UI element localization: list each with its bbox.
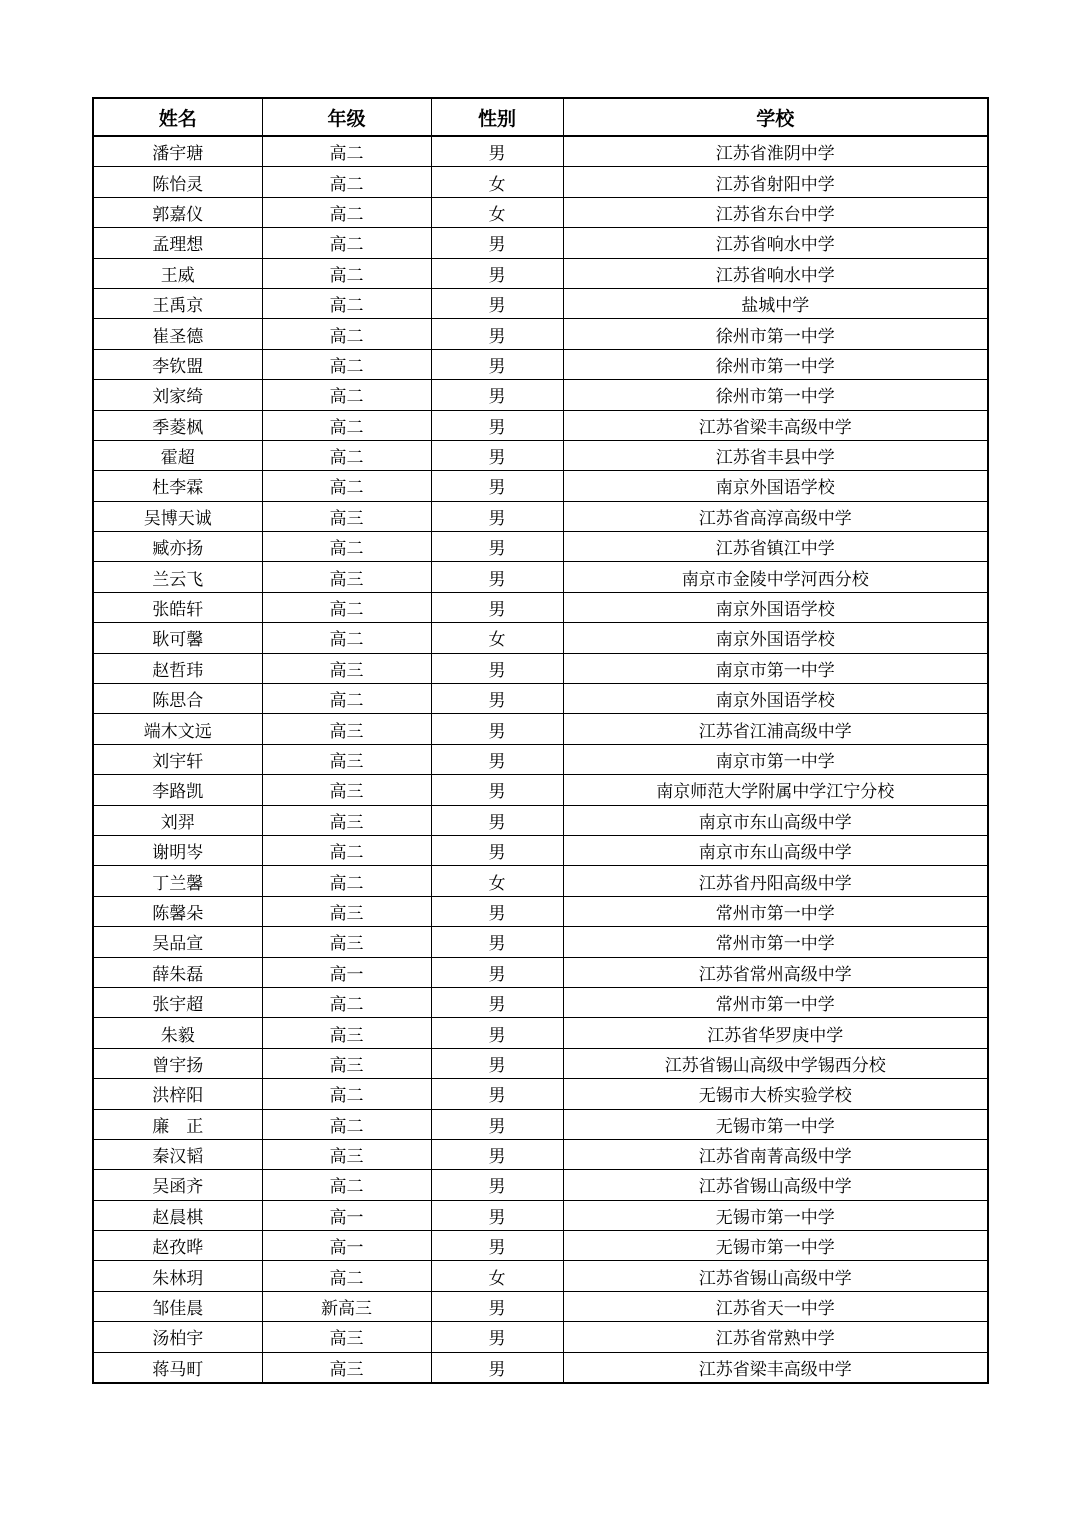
cell-gender: 男: [431, 380, 563, 410]
cell-school: 南京外国语学校: [563, 592, 988, 622]
cell-name: 吴函齐: [93, 1170, 262, 1200]
cell-school: 徐州市第一中学: [563, 319, 988, 349]
cell-name: 郭嘉仪: [93, 197, 262, 227]
cell-name: 端木文远: [93, 714, 262, 744]
cell-name: 赵哲玮: [93, 653, 262, 683]
cell-name: 曾宇扬: [93, 1048, 262, 1078]
cell-gender: 男: [431, 1322, 563, 1352]
cell-grade: 高三: [262, 653, 431, 683]
cell-grade: 高二: [262, 532, 431, 562]
header-grade: 年级: [262, 98, 431, 136]
cell-gender: 男: [431, 927, 563, 957]
cell-gender: 男: [431, 440, 563, 470]
cell-grade: 高三: [262, 1352, 431, 1383]
cell-grade: 高一: [262, 957, 431, 987]
cell-grade: 高二: [262, 410, 431, 440]
cell-name: 秦汉韬: [93, 1139, 262, 1169]
cell-grade: 高二: [262, 684, 431, 714]
table-row: [93, 987, 988, 1017]
cell-grade: 高三: [262, 1048, 431, 1078]
cell-gender: 男: [431, 1200, 563, 1230]
header-row: [93, 98, 988, 136]
cell-name: 刘家绮: [93, 380, 262, 410]
cell-grade: 高三: [262, 775, 431, 805]
cell-gender: 男: [431, 1139, 563, 1169]
cell-name: 杜李霖: [93, 471, 262, 501]
cell-gender: 男: [431, 1048, 563, 1078]
cell-school: 南京市金陵中学河西分校: [563, 562, 988, 592]
table-row: [93, 927, 988, 957]
cell-gender: 男: [431, 319, 563, 349]
cell-school: 江苏省华罗庚中学: [563, 1018, 988, 1048]
table-row: [93, 1079, 988, 1109]
cell-grade: 高三: [262, 896, 431, 926]
cell-school: 江苏省高淳高级中学: [563, 501, 988, 531]
cell-grade: 高二: [262, 866, 431, 896]
cell-gender: 男: [431, 1352, 563, 1383]
cell-grade: 高二: [262, 835, 431, 865]
cell-school: 常州市第一中学: [563, 896, 988, 926]
table-row: [93, 197, 988, 227]
cell-school: 江苏省锡山高级中学锡西分校: [563, 1048, 988, 1078]
cell-name: 张宇超: [93, 987, 262, 1017]
cell-grade: 高二: [262, 1170, 431, 1200]
cell-grade: 新高三: [262, 1291, 431, 1321]
cell-gender: 男: [431, 349, 563, 379]
cell-gender: 男: [431, 896, 563, 926]
cell-gender: 男: [431, 532, 563, 562]
cell-name: 陈思合: [93, 684, 262, 714]
cell-name: 邹佳晨: [93, 1291, 262, 1321]
cell-school: 徐州市第一中学: [563, 380, 988, 410]
table-row: [93, 866, 988, 896]
table-row: [93, 1200, 988, 1230]
cell-gender: 男: [431, 1109, 563, 1139]
table-row: [93, 835, 988, 865]
cell-gender: 女: [431, 167, 563, 197]
cell-grade: 高三: [262, 714, 431, 744]
cell-name: 赵孜晔: [93, 1231, 262, 1261]
cell-gender: 男: [431, 653, 563, 683]
cell-grade: 高三: [262, 805, 431, 835]
cell-gender: 男: [431, 744, 563, 774]
cell-school: 江苏省南菁高级中学: [563, 1139, 988, 1169]
cell-school: 常州市第一中学: [563, 927, 988, 957]
cell-name: 朱毅: [93, 1018, 262, 1048]
table-row: [93, 349, 988, 379]
cell-grade: 高三: [262, 562, 431, 592]
table-row: [93, 288, 988, 318]
cell-gender: 男: [431, 1170, 563, 1200]
table-row: [93, 136, 988, 167]
cell-gender: 女: [431, 623, 563, 653]
cell-gender: 女: [431, 197, 563, 227]
table-row: [93, 258, 988, 288]
table-header: [93, 98, 988, 136]
table-row: [93, 167, 988, 197]
cell-name: 刘羿: [93, 805, 262, 835]
cell-gender: 男: [431, 136, 563, 167]
cell-name: 刘宇轩: [93, 744, 262, 774]
cell-grade: 高三: [262, 744, 431, 774]
cell-name: 吴博天诚: [93, 501, 262, 531]
cell-school: 江苏省丹阳高级中学: [563, 866, 988, 896]
table-row: [93, 684, 988, 714]
table-row: [93, 1048, 988, 1078]
cell-grade: 高三: [262, 1322, 431, 1352]
cell-grade: 高二: [262, 987, 431, 1017]
table-row: [93, 1109, 988, 1139]
student-roster-table: [92, 97, 989, 1384]
cell-name: 耿可馨: [93, 623, 262, 653]
table-row: [93, 440, 988, 470]
cell-school: 江苏省淮阴中学: [563, 136, 988, 167]
cell-gender: 男: [431, 805, 563, 835]
cell-name: 崔圣德: [93, 319, 262, 349]
cell-grade: 高二: [262, 592, 431, 622]
cell-gender: 男: [431, 987, 563, 1017]
cell-name: 孟理想: [93, 228, 262, 258]
cell-name: 陈怡灵: [93, 167, 262, 197]
table-row: [93, 562, 988, 592]
cell-school: 江苏省锡山高级中学: [563, 1261, 988, 1291]
cell-name: 王禹京: [93, 288, 262, 318]
cell-grade: 高二: [262, 136, 431, 167]
table-row: [93, 1322, 988, 1352]
table-row: [93, 653, 988, 683]
cell-grade: 高二: [262, 197, 431, 227]
cell-name: 季菱枫: [93, 410, 262, 440]
cell-school: 南京市第一中学: [563, 744, 988, 774]
cell-school: 南京外国语学校: [563, 471, 988, 501]
cell-school: 江苏省梁丰高级中学: [563, 410, 988, 440]
cell-gender: 男: [431, 592, 563, 622]
cell-school: 江苏省响水中学: [563, 228, 988, 258]
cell-grade: 高二: [262, 258, 431, 288]
cell-school: 江苏省江浦高级中学: [563, 714, 988, 744]
cell-gender: 男: [431, 957, 563, 987]
cell-gender: 男: [431, 410, 563, 440]
table-row: [93, 1139, 988, 1169]
table-row: [93, 592, 988, 622]
cell-grade: 高二: [262, 440, 431, 470]
cell-school: 南京外国语学校: [563, 623, 988, 653]
table-row: [93, 896, 988, 926]
cell-name: 赵晨棋: [93, 1200, 262, 1230]
cell-school: 江苏省东台中学: [563, 197, 988, 227]
cell-grade: 高二: [262, 349, 431, 379]
cell-name: 霍超: [93, 440, 262, 470]
cell-grade: 高二: [262, 380, 431, 410]
cell-gender: 男: [431, 471, 563, 501]
cell-school: 无锡市第一中学: [563, 1200, 988, 1230]
table-body: [93, 136, 988, 1383]
cell-gender: 女: [431, 1261, 563, 1291]
cell-gender: 男: [431, 228, 563, 258]
cell-grade: 高二: [262, 623, 431, 653]
table-row: [93, 319, 988, 349]
table-row: [93, 805, 988, 835]
table-row: [93, 471, 988, 501]
cell-name: 陈馨朵: [93, 896, 262, 926]
cell-name: 李钦盟: [93, 349, 262, 379]
cell-school: 南京外国语学校: [563, 684, 988, 714]
cell-grade: 高二: [262, 1261, 431, 1291]
cell-name: 李路凯: [93, 775, 262, 805]
table-row: [93, 714, 988, 744]
table-row: [93, 228, 988, 258]
cell-name: 朱林玥: [93, 1261, 262, 1291]
cell-grade: 高三: [262, 927, 431, 957]
cell-grade: 高一: [262, 1200, 431, 1230]
cell-school: 南京市第一中学: [563, 653, 988, 683]
cell-gender: 男: [431, 1291, 563, 1321]
cell-name: 洪梓阳: [93, 1079, 262, 1109]
table-row: [93, 1352, 988, 1383]
cell-grade: 高二: [262, 1109, 431, 1139]
cell-school: 江苏省丰县中学: [563, 440, 988, 470]
table-row: [93, 957, 988, 987]
table-row: [93, 532, 988, 562]
cell-name: 臧亦扬: [93, 532, 262, 562]
cell-gender: 男: [431, 258, 563, 288]
cell-grade: 高二: [262, 1079, 431, 1109]
cell-school: 南京市东山高级中学: [563, 835, 988, 865]
cell-name: 吴品宣: [93, 927, 262, 957]
cell-name: 丁兰馨: [93, 866, 262, 896]
cell-gender: 男: [431, 288, 563, 318]
cell-grade: 高三: [262, 1139, 431, 1169]
cell-school: 常州市第一中学: [563, 987, 988, 1017]
cell-grade: 高二: [262, 319, 431, 349]
table-row: [93, 1291, 988, 1321]
cell-school: 江苏省镇江中学: [563, 532, 988, 562]
cell-gender: 男: [431, 501, 563, 531]
table-row: [93, 1018, 988, 1048]
table-row: [93, 410, 988, 440]
cell-name: 王威: [93, 258, 262, 288]
cell-school: 江苏省天一中学: [563, 1291, 988, 1321]
cell-grade: 高二: [262, 228, 431, 258]
cell-name: 兰云飞: [93, 562, 262, 592]
cell-gender: 男: [431, 562, 563, 592]
cell-school: 盐城中学: [563, 288, 988, 318]
table-row: [93, 1261, 988, 1291]
cell-gender: 女: [431, 866, 563, 896]
cell-gender: 男: [431, 835, 563, 865]
table-row: [93, 775, 988, 805]
cell-grade: 高二: [262, 471, 431, 501]
cell-school: 南京师范大学附属中学江宁分校: [563, 775, 988, 805]
header-name: 姓名: [93, 98, 262, 136]
cell-gender: 男: [431, 1231, 563, 1261]
header-school: 学校: [563, 98, 988, 136]
cell-grade: 高二: [262, 167, 431, 197]
cell-gender: 男: [431, 775, 563, 805]
cell-gender: 男: [431, 1018, 563, 1048]
cell-grade: 高三: [262, 1018, 431, 1048]
cell-school: 江苏省常熟中学: [563, 1322, 988, 1352]
cell-school: 无锡市大桥实验学校: [563, 1079, 988, 1109]
cell-school: 江苏省梁丰高级中学: [563, 1352, 988, 1383]
cell-name: 薛朱磊: [93, 957, 262, 987]
cell-school: 江苏省常州高级中学: [563, 957, 988, 987]
cell-name: 廉 正: [93, 1109, 262, 1139]
cell-name: 蒋马町: [93, 1352, 262, 1383]
cell-grade: 高一: [262, 1231, 431, 1261]
cell-school: 江苏省锡山高级中学: [563, 1170, 988, 1200]
cell-school: 徐州市第一中学: [563, 349, 988, 379]
cell-name: 汤柏宇: [93, 1322, 262, 1352]
cell-school: 江苏省响水中学: [563, 258, 988, 288]
cell-name: 谢明岑: [93, 835, 262, 865]
cell-school: 无锡市第一中学: [563, 1109, 988, 1139]
table-row: [93, 380, 988, 410]
cell-school: 无锡市第一中学: [563, 1231, 988, 1261]
header-gender: 性别: [431, 98, 563, 136]
table-row: [93, 501, 988, 531]
cell-name: 张皓轩: [93, 592, 262, 622]
cell-gender: 男: [431, 684, 563, 714]
cell-gender: 男: [431, 1079, 563, 1109]
table-row: [93, 623, 988, 653]
cell-school: 江苏省射阳中学: [563, 167, 988, 197]
cell-gender: 男: [431, 714, 563, 744]
cell-grade: 高三: [262, 501, 431, 531]
table-row: [93, 1231, 988, 1261]
table-row: [93, 1170, 988, 1200]
cell-name: 潘宇瑭: [93, 136, 262, 167]
table-row: [93, 744, 988, 774]
cell-grade: 高二: [262, 288, 431, 318]
cell-school: 南京市东山高级中学: [563, 805, 988, 835]
